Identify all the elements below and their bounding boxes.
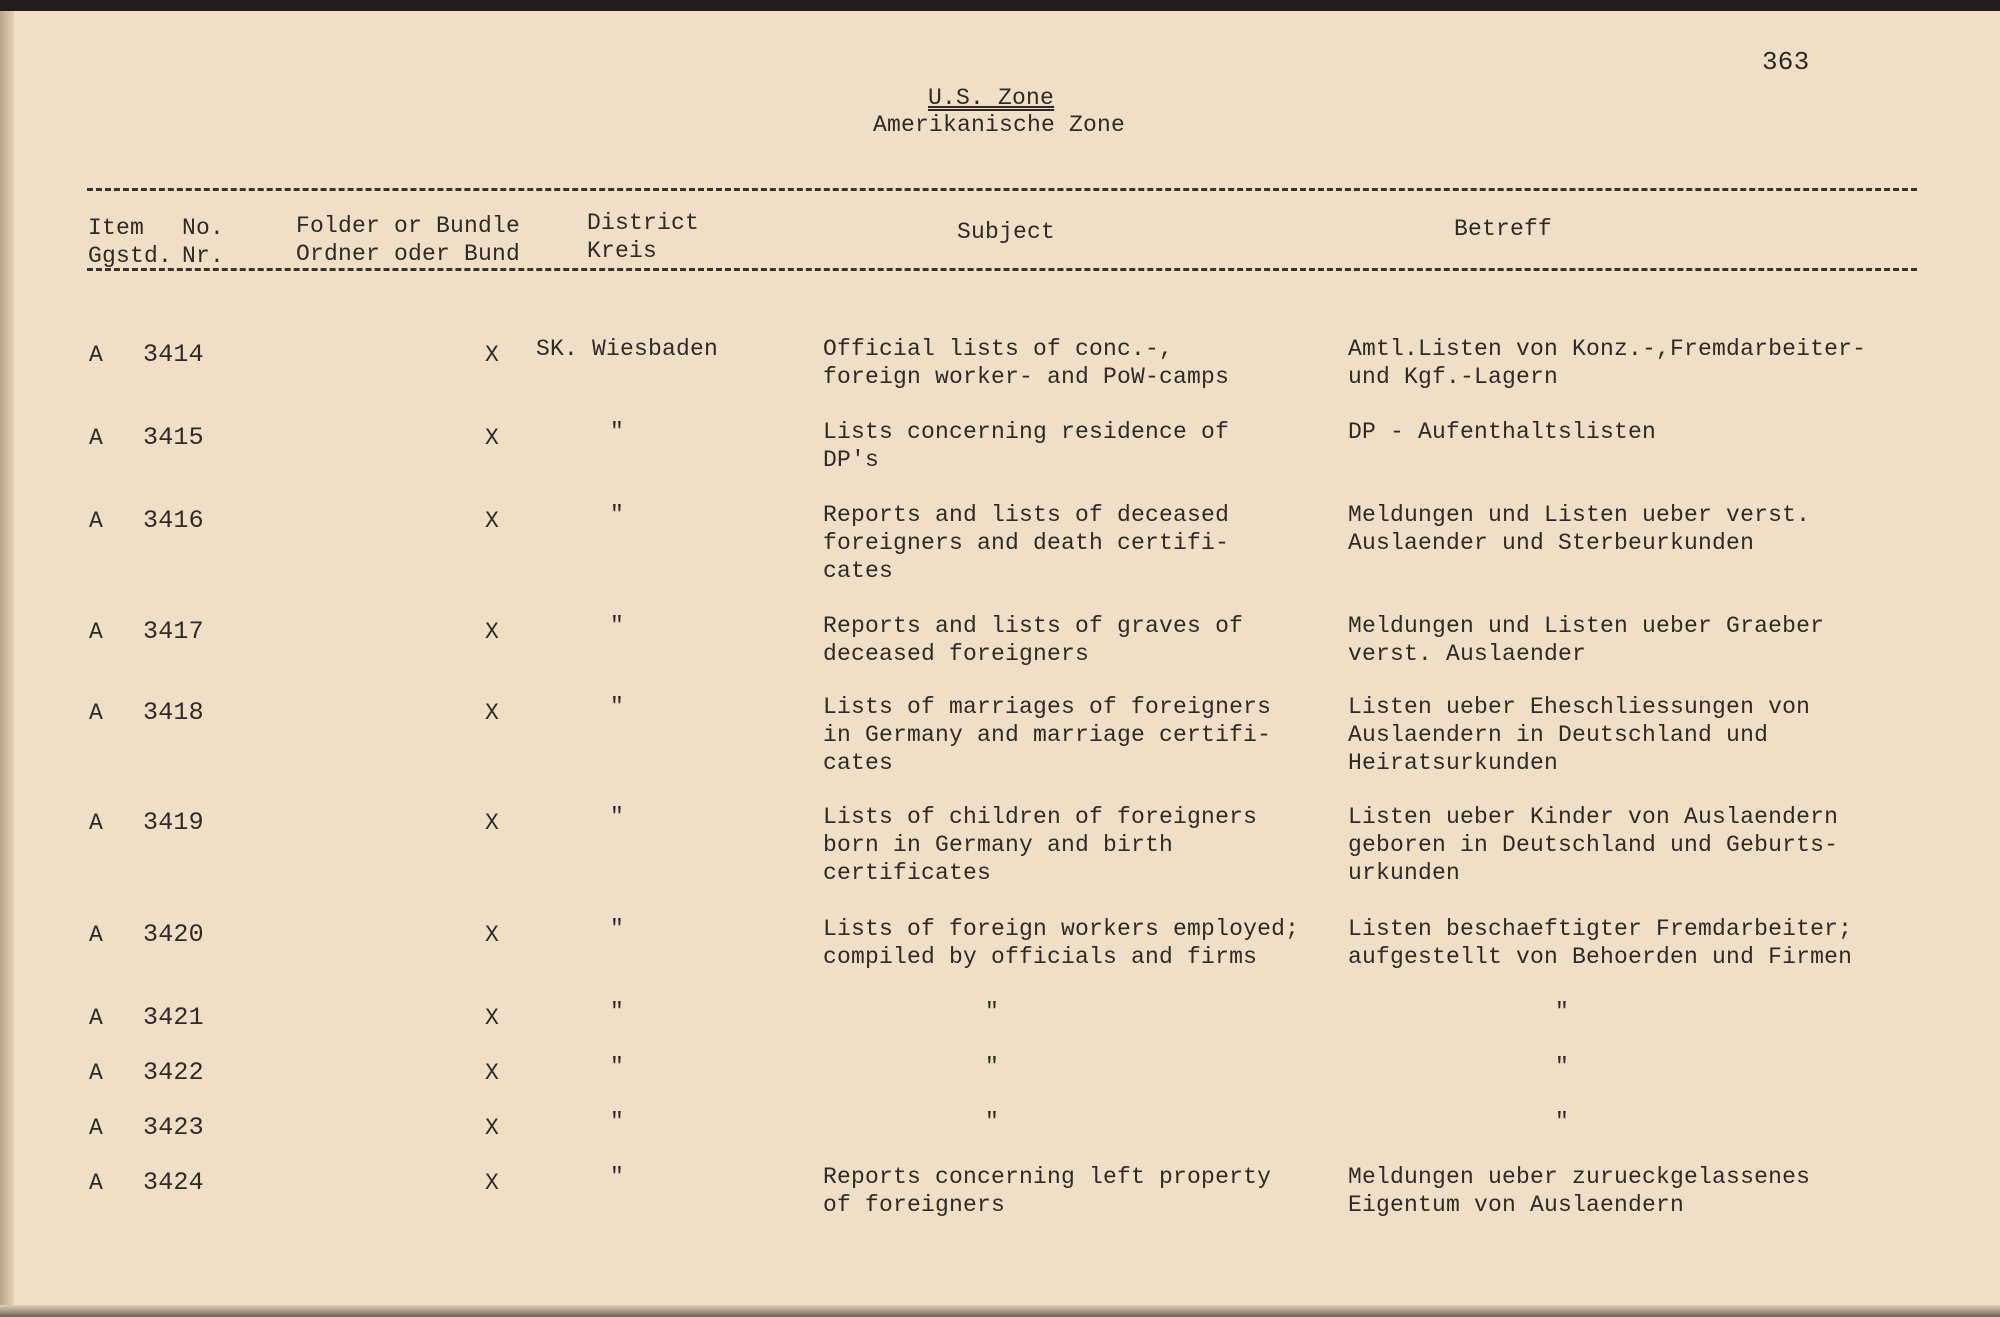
row-no: 3414 bbox=[143, 340, 204, 369]
row-item: A bbox=[89, 810, 104, 836]
row-item: A bbox=[89, 342, 104, 368]
row-betreff: Meldungen ueber zurueckgelassenes Eigentum von Auslaendern bbox=[1348, 1164, 1811, 1218]
row-item: A bbox=[89, 1115, 104, 1141]
row-folder: X bbox=[485, 1060, 500, 1086]
row-item: A bbox=[89, 1170, 104, 1196]
page-binding-edge bbox=[0, 11, 14, 1317]
row-item: A bbox=[89, 700, 104, 726]
header-subject: Subject bbox=[957, 219, 1056, 245]
row-subject: Official lists of conc.-, foreign worker- and PoW-camps bbox=[823, 336, 1230, 390]
row-folder: X bbox=[485, 1115, 500, 1141]
row-district: " bbox=[610, 502, 625, 528]
row-no: 3424 bbox=[143, 1168, 204, 1197]
row-subject: Lists of children of foreigners born in Germany and birth certificates bbox=[823, 804, 1258, 886]
row-subject: Reports concerning left property of foreigners bbox=[823, 1164, 1272, 1218]
page-subtitle: Amerikanische Zone bbox=[873, 112, 1126, 138]
row-no: 3419 bbox=[143, 808, 204, 837]
row-district: " bbox=[610, 999, 625, 1025]
row-subject: Lists of foreign workers employed; compiled by officials and firms bbox=[823, 916, 1300, 970]
row-no: 3415 bbox=[143, 423, 204, 452]
row-item: A bbox=[89, 619, 104, 645]
row-no: 3422 bbox=[143, 1058, 204, 1087]
row-folder: X bbox=[485, 810, 500, 836]
row-no: 3416 bbox=[143, 506, 204, 535]
row-betreff: Listen ueber Eheschliessungen von Auslaendern in Deutschland und Heiratsurkunden bbox=[1348, 694, 1811, 776]
page-title: U.S. Zone bbox=[928, 85, 1055, 111]
row-subject: " bbox=[985, 1054, 1000, 1080]
row-subject: Lists of marriages of foreigners in Germany and marriage certifi- cates bbox=[823, 694, 1272, 776]
row-betreff: " bbox=[1555, 1054, 1570, 1080]
row-betreff: " bbox=[1555, 1109, 1570, 1135]
header-no: No. Nr. bbox=[182, 215, 225, 269]
row-subject: Lists concerning residence of DP's bbox=[823, 419, 1230, 473]
row-betreff: " bbox=[1555, 999, 1570, 1025]
row-betreff: Listen ueber Kinder von Auslaendern geboren in Deutschland und Geburts- urkunden bbox=[1348, 804, 1839, 886]
row-folder: X bbox=[485, 619, 500, 645]
row-item: A bbox=[89, 1060, 104, 1086]
row-item: A bbox=[89, 1005, 104, 1031]
row-betreff: Amtl.Listen von Konz.-,Fremdarbeiter- und Kgf.-Lagern bbox=[1348, 336, 1867, 390]
row-folder: X bbox=[485, 342, 500, 368]
row-folder: X bbox=[485, 700, 500, 726]
row-no: 3417 bbox=[143, 617, 204, 646]
row-betreff: DP - Aufenthaltslisten bbox=[1348, 419, 1657, 445]
header-folder: Folder or Bundle Ordner oder Bund bbox=[296, 213, 521, 267]
row-district: " bbox=[610, 694, 625, 720]
row-betreff: Meldungen und Listen ueber verst. Auslaender und Sterbeurkunden bbox=[1348, 502, 1811, 556]
header-district: District Kreis bbox=[587, 210, 700, 264]
row-subject: Reports and lists of deceased foreigners and death certifi- cates bbox=[823, 502, 1230, 584]
row-no: 3420 bbox=[143, 920, 204, 949]
row-item: A bbox=[89, 425, 104, 451]
header-item: Item Ggstd. bbox=[88, 215, 173, 269]
row-folder: X bbox=[485, 922, 500, 948]
row-district: " bbox=[610, 1054, 625, 1080]
row-folder: X bbox=[485, 1005, 500, 1031]
scan-bottom-edge bbox=[0, 1305, 2000, 1317]
row-district: " bbox=[610, 1164, 625, 1190]
header-bottom-rule bbox=[87, 268, 1917, 271]
row-district: " bbox=[610, 419, 625, 445]
row-subject: " bbox=[985, 1109, 1000, 1135]
row-folder: X bbox=[485, 425, 500, 451]
page-number: 363 bbox=[1762, 47, 1810, 77]
row-district: " bbox=[610, 613, 625, 639]
row-betreff: Meldungen und Listen ueber Graeber verst. Auslaender bbox=[1348, 613, 1825, 667]
row-item: A bbox=[89, 922, 104, 948]
row-betreff: Listen beschaeftigter Fremdarbeiter; aufgestellt von Behoerden und Firmen bbox=[1348, 916, 1853, 970]
row-subject: " bbox=[985, 999, 1000, 1025]
header-top-rule bbox=[87, 188, 1917, 191]
row-item: A bbox=[89, 508, 104, 534]
row-no: 3423 bbox=[143, 1113, 204, 1142]
row-folder: X bbox=[485, 1170, 500, 1196]
row-no: 3418 bbox=[143, 698, 204, 727]
header-betreff: Betreff bbox=[1454, 216, 1553, 242]
row-district: " bbox=[610, 1109, 625, 1135]
row-district: " bbox=[610, 916, 625, 942]
row-subject: Reports and lists of graves of deceased foreigners bbox=[823, 613, 1244, 667]
row-folder: X bbox=[485, 508, 500, 534]
row-no: 3421 bbox=[143, 1003, 204, 1032]
row-district: SK. Wiesbaden bbox=[536, 336, 719, 362]
scan-top-edge bbox=[0, 0, 2000, 11]
row-district: " bbox=[610, 804, 625, 830]
